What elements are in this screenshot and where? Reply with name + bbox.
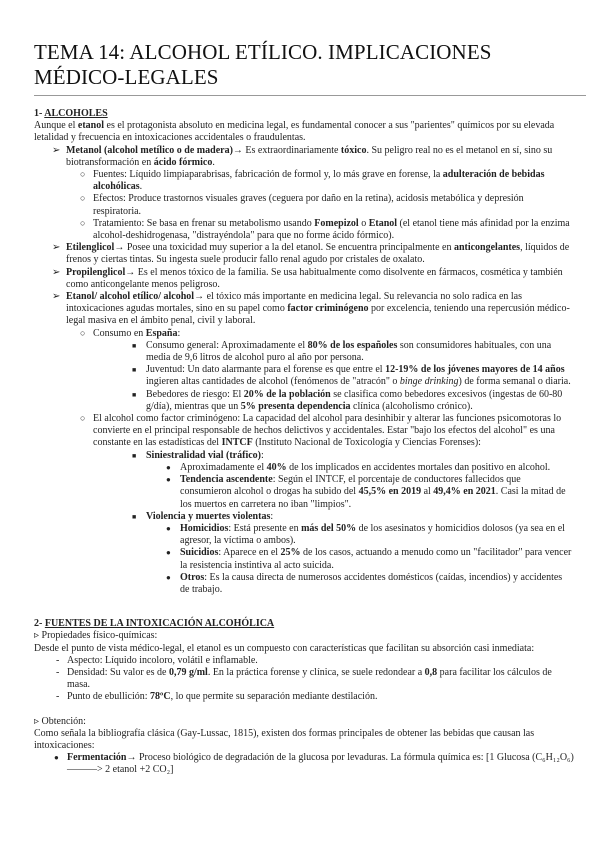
subheading-propiedades: ▹ Propiedades físico-químicas: bbox=[34, 630, 158, 642]
arrow-bullet-icon: ➢ bbox=[52, 144, 61, 156]
list-item-tratamiento: ○ Tratamiento: Se basa en frenar su metabolismo usando Fomepizol o Etanol (el etanol tiene más afinidad por la enzima alcohol-deshidrogenasa, "distrayéndola" para que no forme ácido fórmico). bbox=[80, 217, 570, 242]
list-item-juventud: ■ Juventud: Un dato alarmante para el forense es que entre el 12-19% de los jóvenes mayores de 14 años ingieren altas cantidades de alcohol (fenómenos de "atracón" o binge drinking) de forma semanal o diaria. bbox=[132, 364, 571, 388]
circle-bullet-icon: ○ bbox=[80, 327, 86, 338]
list-item-propilenglicol: ➢ Propilenglicol→ Es el menos tóxico de la familia. Se usa habitualmente como disolvente en fármacos, cosmética y también como anticongelante menos peligroso. bbox=[52, 266, 563, 290]
circle-bullet-icon: ○ bbox=[80, 169, 86, 180]
list-item-homicidios: ● Homicidios: Está presente en más del 50% de los asesinatos y homicidios dolosos (ya sea en el agresor, la víctima o ambos). bbox=[166, 522, 565, 547]
list-item-ebullicion: - Punto de ebullición: 78ºC, lo que permite su separación mediante destilación. bbox=[56, 691, 378, 703]
arrow-bullet-icon: ➢ bbox=[52, 242, 61, 254]
list-item-violencia: ■ Violencia y muertes violentas: bbox=[132, 510, 274, 522]
arrow-bullet-icon: ➢ bbox=[52, 291, 61, 303]
list-item-densidad: - Densidad: Su valor es de 0,79 g/ml. En la práctica forense y clínica, se suele redondear a 0,8 para facilitar los cálculos de masa. bbox=[56, 666, 552, 691]
dash-bullet-icon: - bbox=[56, 654, 60, 666]
list-item-otros: ● Otros: Es la causa directa de numerosos accidentes domésticos (caídas, incendios) y accidentes de trabajo. bbox=[166, 571, 563, 595]
list-item-efectos: ○ Efectos: Produce trastornos visuales graves (ceguera por daño en la retina), acidosis metabólica y depresión respiratoria. bbox=[80, 193, 524, 217]
list-item-consumo: ○ Consumo en España: bbox=[80, 327, 181, 339]
list-item-suicidios: ● Suicidios: Aparece en el 25% de los casos, actuando a menudo como un "facilitador" para vencer la resistencia instintiva al acto suicida. bbox=[166, 547, 572, 571]
list-item-siniestralidad: ■ Siniestralidad vial (tráfico): bbox=[132, 449, 264, 461]
circle-bullet-icon: ○ bbox=[80, 217, 86, 228]
section-intro: Aunque el etanol es el protagonista absoluto en medicina legal, es fundamental conocer a sus "parientes" químicos por su elevada letalidad y frecuencia en intoxicaciones accidentales o fraudulentas. bbox=[34, 120, 555, 144]
list-item-fuentes: ○ Fuentes: Líquido limpiaparabrisas, fabricación de formol y, lo más grave en forense, la adulteración de bebidas alcohólicas. bbox=[80, 169, 545, 193]
document-title: TEMA 14: ALCOHOL ETÍLICO. IMPLICACIONES MÉDICO-LEGALES bbox=[34, 40, 492, 89]
square-bullet-icon: ■ bbox=[132, 366, 137, 375]
section-heading: 1- ALCOHOLES bbox=[34, 108, 108, 119]
list-item-consumo-general: ■ Consumo general: Aproximadamente el 80% de los españoles son consumidores habituales, con una media de 9,6 litros de alcohol puro al año por persona. bbox=[132, 339, 552, 364]
list-item-sv-tendencia: ● Tendencia ascendente: Según el INTCF, el porcentaje de conductores fallecidos que consumieron alcohol o drogas ha subido del 45,5% en 2019 al 49,4% en 2021. Casi la mitad de los muertos en carretera no iban "limpios". bbox=[166, 474, 566, 510]
dash-bullet-icon: - bbox=[56, 691, 60, 703]
list-item-criminogeno: ○ El alcohol como factor criminógeno: La capacidad del alcohol para desinhibir y alterar las funciones psicomotoras lo convierte en el principal responsable de hechos delictivos y accidentales. Estar "bajo los efectos del alcohol" es una constante en las estadísticas del INTCF (Instituto Nacional de Toxicología y Ciencias Forenses): bbox=[80, 413, 562, 449]
section-fuentes bbox=[34, 618, 574, 776]
list-item-etanol: ➢ Etanol/ alcohol etílico/ alcohol→ el tóxico más importante en medicina legal. Su relevancia no solo radica en las intoxicaciones agudas mortales, sino en su papel como factor criminógeno por excelencia, teniendo una repercusión médico-legal masiva en el ámbito penal, civil y laboral. bbox=[52, 291, 570, 327]
square-bullet-icon: ■ bbox=[132, 390, 137, 399]
arrow-bullet-icon: ➢ bbox=[52, 266, 61, 278]
section-heading: 2- FUENTES DE LA INTOXICACIÓN ALCOHÓLICA bbox=[34, 618, 275, 630]
propiedades-intro: Desde el punto de vista médico-legal, el etanol es un compuesto con características que facilitan su absorción casi inmediata: bbox=[34, 642, 535, 654]
title-divider bbox=[34, 95, 586, 96]
circle-bullet-icon: ○ bbox=[80, 193, 86, 204]
list-item-sv-40: ● Aproximadamente el 40% de los implicados en accidentes mortales dan positivo en alcohol. bbox=[166, 461, 551, 473]
dot-bullet-icon: ● bbox=[54, 753, 59, 763]
dot-bullet-icon: ● bbox=[166, 462, 171, 472]
dot-bullet-icon: ● bbox=[166, 572, 171, 582]
list-item-aspecto: - Aspecto: Líquido incoloro, volátil e inflamable. bbox=[56, 654, 258, 666]
section-alcoholes bbox=[34, 108, 574, 596]
square-bullet-icon: ■ bbox=[132, 512, 137, 521]
subheading-obtencion: ▹ Obtención: bbox=[34, 715, 86, 727]
dash-bullet-icon: - bbox=[56, 666, 60, 678]
list-item-fermentacion: ● Fermentación→ Proceso biológico de degradación de la glucosa por levaduras. La fórmula química es: [1 Glucosa (C₆H₁₂O₆) ———> 2 etanol +2 CO₂] bbox=[54, 752, 574, 776]
square-bullet-icon: ■ bbox=[132, 451, 137, 460]
dot-bullet-icon: ● bbox=[166, 475, 171, 485]
dot-bullet-icon: ● bbox=[166, 523, 171, 533]
document-page bbox=[34, 0, 574, 777]
list-item-etilenglicol: ➢ Etilenglicol→ Posee una toxicidad muy superior a la del etanol. Se encuentra principalmente en anticongelantes, líquidos de frenos y ciertas tintas. Su ingesta suele producir fallo renal agudo por cristales de oxalato. bbox=[52, 242, 570, 266]
list-item-bebedores: ■ Bebedores de riesgo: El 20% de la población se clasifica como bebedores excesivos (ingestas de 60-80 g/día), mientras que un 5% presenta dependencia clínica (alcoholismo crónico). bbox=[132, 388, 563, 412]
list-item-metanol: ➢ Metanol (alcohol metílico o de madera)→ Es extraordinariamente tóxico. Su peligro real no es el metanol en sí, sino su biotransformación en ácido fórmico. bbox=[52, 144, 553, 168]
dot-bullet-icon: ● bbox=[166, 548, 171, 558]
circle-bullet-icon: ○ bbox=[80, 413, 86, 424]
square-bullet-icon: ■ bbox=[132, 341, 137, 350]
obtencion-intro: Como señala la bibliografía clásica (Gay-Lussac, 1815), existen dos formas principales de obtener las bebidas que causan las intoxicaciones: bbox=[34, 727, 535, 751]
